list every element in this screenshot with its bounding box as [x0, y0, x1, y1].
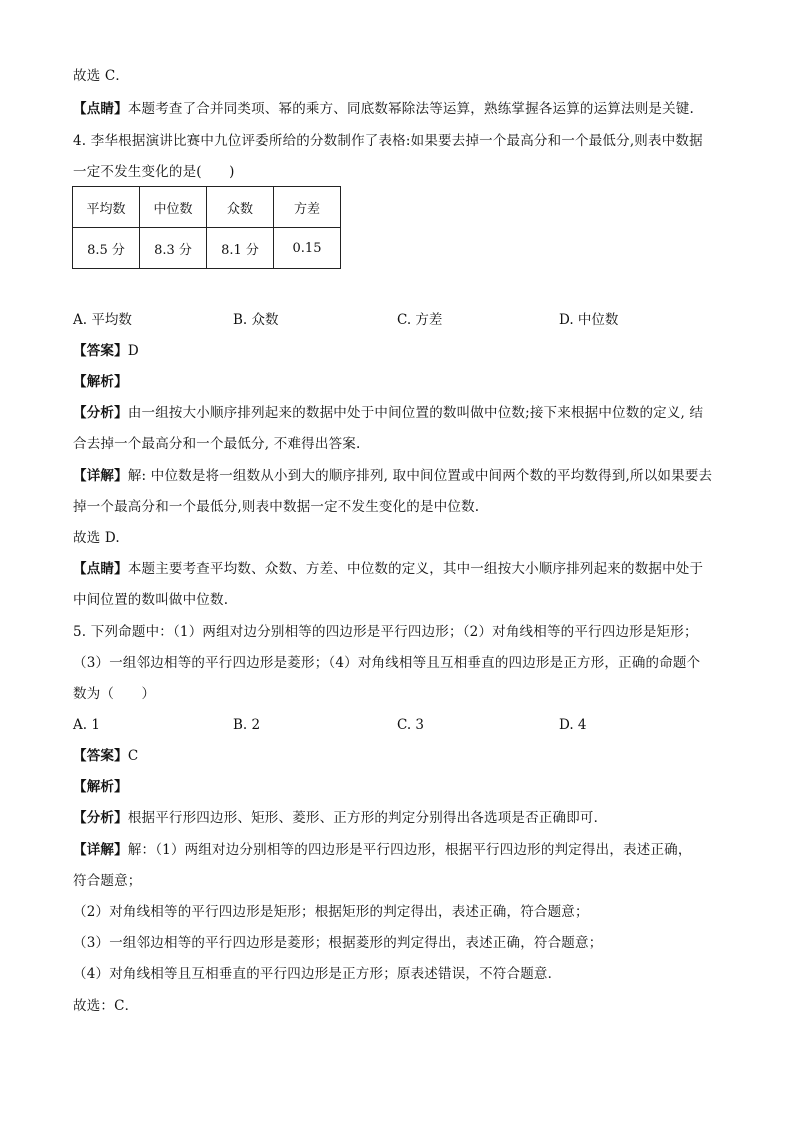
option-b: B. 众数 — [233, 312, 279, 328]
comment-q3 — [73, 99, 694, 119]
analysis-q5 — [73, 808, 607, 828]
detail-q5-item-4: （4）对角线相等且互相垂直的平行四边形是正方形；原表述错误，不符合题意． — [73, 966, 562, 982]
option-c: C. 3 — [397, 717, 425, 733]
detail-q4 — [73, 466, 712, 486]
detail-tag: 【详解】 — [73, 842, 128, 858]
analysis-heading — [73, 777, 128, 797]
option-a: A. 平均数 — [73, 312, 132, 328]
analysis-sub-tag: 【分析】 — [73, 405, 128, 421]
question-5-text: 5. 下列命题中：（1）两组对边分别相等的四边形是平行四边形；（2）对角线相等的平行四边形是矩形； — [73, 624, 698, 640]
table-header-cell: 方差 — [274, 187, 341, 228]
comment-q4 — [73, 559, 703, 579]
analysis-tag: 【解析】 — [73, 779, 128, 795]
table-cell: 0.15 — [274, 228, 341, 269]
detail-q5-cont: 符合题意； — [73, 873, 142, 889]
comment-q4-cont: 中间位置的数叫做中位数. — [73, 592, 229, 608]
comment-tag: 【点睛】 — [73, 101, 128, 117]
option-b: B. 2 — [233, 717, 261, 733]
detail-q5 — [73, 840, 692, 860]
conclusion-q5: 故选：C． — [73, 998, 139, 1014]
analysis-tag: 【解析】 — [73, 374, 128, 390]
answer-tag: 【答案】 — [73, 343, 128, 359]
table-cell: 8.1 分 — [207, 228, 274, 269]
table-cell: 8.3 分 — [140, 228, 207, 269]
comment-text: 本题主要考查平均数、众数、方差、中位数的定义，其中一组按大小顺序排列起来的数据中处于 — [127, 561, 704, 577]
answer-value: D — [127, 343, 139, 359]
question-5-text-cont: （3）一组邻边相等的平行四边形是菱形；（4）对角线相等且互相垂直的四边形是正方形，正确的命题个 — [73, 655, 701, 671]
conclusion-q4: 故选 D. — [73, 530, 120, 546]
option-c: C. 方差 — [397, 312, 443, 328]
table-header-cell: 中位数 — [140, 187, 207, 228]
comment-text: 本题考查了合并同类项、幂的乘方、同底数幂除法等运算，熟练掌握各运算的运算法则是关键. — [127, 101, 695, 117]
question-4-options — [73, 310, 713, 330]
score-table — [72, 186, 341, 269]
question-4-text: 4. 李华根据演讲比赛中九位评委所给的分数制作了表格:如果要去掉一个最高分和一个最低分,则表中数据 — [73, 133, 703, 149]
analysis-text: 由一组按大小顺序排列起来的数据中处于中间位置的数叫做中位数;接下来根据中位数的定义, 结 — [127, 405, 704, 421]
detail-q5-item-2: （2）对角线相等的平行四边形是矩形；根据矩形的判定得出，表述正确，符合题意； — [73, 904, 589, 920]
table-header-row — [73, 187, 341, 228]
answer-q5 — [73, 746, 138, 766]
table-header-cell: 平均数 — [73, 187, 140, 228]
analysis-q4-cont: 合去掉一个最高分和一个最低分, 不难得出答案. — [73, 436, 361, 452]
answer-value: C — [127, 748, 139, 764]
analysis-text: 根据平行形四边形、矩形、菱形、正方形的判定分别得出各选项是否正确即可． — [127, 810, 608, 826]
analysis-q4 — [73, 403, 703, 423]
table-cell: 8.5 分 — [73, 228, 140, 269]
option-d: D. 4 — [559, 717, 587, 733]
answer-q4 — [73, 341, 139, 361]
detail-q4-cont: 掉一个最高分和一个最低分,则表中数据一定不发生变化的是中位数. — [73, 499, 480, 515]
detail-tag: 【详解】 — [73, 468, 128, 484]
table-header-cell: 众数 — [207, 187, 274, 228]
option-d: D. 中位数 — [559, 312, 619, 328]
analysis-heading — [73, 372, 128, 392]
detail-q5-item-3: （3）一组邻边相等的平行四边形是菱形；根据菱形的判定得出，表述正确，符合题意； — [73, 935, 603, 951]
question-5-options — [73, 715, 713, 735]
table-row — [73, 228, 341, 269]
conclusion-q3: 故选 C． — [73, 68, 130, 84]
question-4-text-cont: 一定不发生变化的是( ) — [73, 164, 235, 180]
detail-text: 解: 中位数是将一组数从小到大的顺序排列, 取中间位置或中间两个数的平均数得到,所以如果要去 — [127, 468, 713, 484]
analysis-sub-tag: 【分析】 — [73, 810, 128, 826]
question-5-text-end: 数为（ ） — [73, 686, 156, 702]
option-a: A. 1 — [73, 717, 100, 733]
answer-tag: 【答案】 — [73, 748, 128, 764]
detail-text: 解：（1）两组对边分别相等的四边形是平行四边形，根据平行四边形的判定得出，表述正确， — [127, 842, 692, 858]
comment-tag: 【点睛】 — [73, 561, 128, 577]
